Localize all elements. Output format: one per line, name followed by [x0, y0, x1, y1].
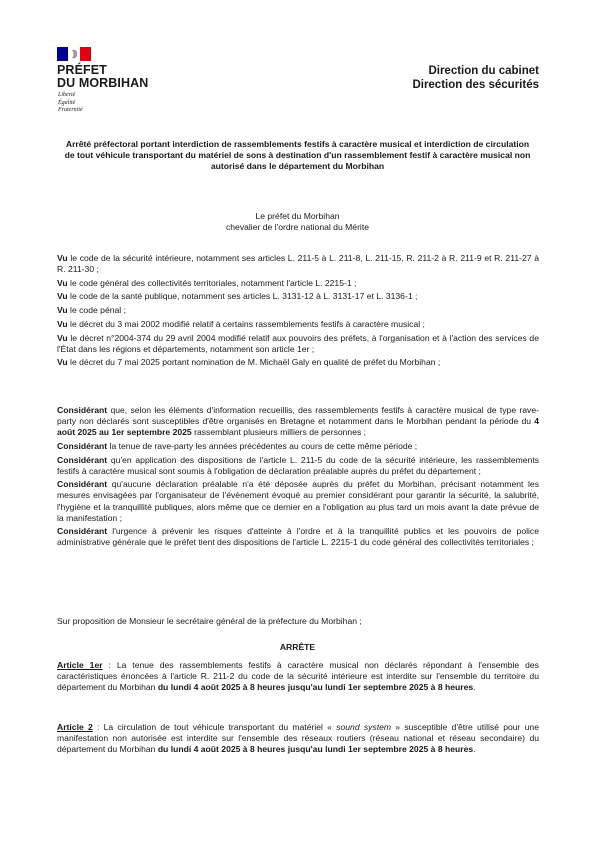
signatory-line1: Le préfet du Morbihan	[255, 211, 340, 221]
considerant-clauses	[57, 405, 539, 551]
direction-line1: Direction du cabinet	[428, 65, 539, 77]
marianne-flag-logo	[57, 47, 91, 61]
issuing-direction	[412, 64, 539, 92]
vu-clause: Vu le code de la santé publique, notamment ses articles L. 3131-12 à L. 3131-17 et L. 3136-1 ;	[57, 291, 418, 302]
motto-fraternite: Fraternité	[58, 107, 83, 113]
motto-egalite: Égalité	[58, 99, 76, 106]
arrete-heading: ARRÊTE	[279, 642, 316, 652]
prefecture-name-line2: DU MORBIHAN	[57, 76, 149, 90]
article-1-label: Article 1er	[57, 660, 103, 670]
article-2: Article 2 : La circulation de tout véhicule transportant du matériel « sound system » susceptible d'être utilisé pour une manifestation non autorisée est interdite sur l'ensemble des réseaux routiers (réseau national et réseau secondaire) du département du Morbihan du lundi 4 août 2025 à 8 heures jusqu'au lundi 1er septembre 2025 à 8 heures.	[57, 722, 539, 755]
vu-clause: Vu le code de la sécurité intérieure, notamment ses articles L. 211-5 à L. 211-8, L. 211-15, R. 211-2 à R. 211-9 et R. 211-27 à R. 211-30 ;	[57, 253, 539, 275]
considerant-clause: Considérant l'urgence à prévenir les risques d'atteinte à l'ordre et à la tranquillité publics et les pouvoirs de police administrative générale que le préfet tient des dispositions de l'article L. 2215-1 du code général des collectivités territoriales ;	[57, 526, 539, 548]
considerant-clause: Considérant que, selon les éléments d'information recueillis, des rassemblements festifs à caractère musical de type rave-party non déclarés sont susceptibles d'être organisés en Bretagne et notamment dans le Morbihan pendant la période du 4 août 2025 au 1er septembre 2025 rassemblant plusieurs milliers de personnes ;	[57, 405, 539, 438]
considerant-clause: Considérant qu'en application des dispositions de l'article L. 211-5 du code de la sécurité intérieure, les rassemblements festifs à caractère musical sont soumis à l'obligation de déclaration préalable auprès du préfet du département ;	[57, 454, 539, 476]
proposition-line: Sur proposition de Monsieur le secrétaire général de la préfecture du Morbihan ;	[57, 616, 362, 626]
considerant-clause: Considérant qu'aucune déclaration préalable n'a été déposée auprès du préfet du Morbihan, précisant notamment les mesures envisagées par l'organisateur de l'évènement évoqué au premier considérant pour garantir la sécurité, la salubrité, l'hygiène et la tranquillité publiques, alors même que ce dernier en a l'obligation au plus tard un mois avant la date prévue de la manifestation ;	[57, 479, 539, 523]
signatory-line2: chevalier de l'ordre national du Mérite	[225, 222, 370, 232]
republic-motto	[58, 92, 83, 115]
considerant-clause: Considérant la tenue de rave-party les années précédentes au cours de cette même période ;	[57, 440, 418, 451]
vu-clause: Vu le décret du 3 mai 2002 modifié relatif à certains rassemblements festifs à caractère musical ;	[57, 318, 425, 329]
motto-liberte: Liberté	[58, 92, 76, 98]
article-1: Article 1er : La tenue des rassemblements festifs à caractère musical non déclarés répondant à l'ensemble des caractéristiques énoncées à l'article R. 211-2 du code de la sécurité intérieure est interdite sur l'ensemble du territoire du département du Morbihan du lundi 4 août 2025 à 8 heures jusqu'au lundi 1er septembre 2025 à 8 heures.	[57, 660, 539, 693]
vu-clause: Vu le décret n°2004-374 du 29 avril 2004 modifié relatif aux pouvoirs des préfets, à l'organisation et à l'action des services de l'État dans les régions et départements, notamment son article 1er ;	[57, 332, 539, 354]
prefecture-name-line1: PRÉFET	[57, 63, 107, 77]
prefecture-name	[57, 64, 148, 90]
article-2-label: Article 2	[57, 722, 93, 732]
tricolor-flag-icon	[57, 47, 91, 61]
vu-clause: Vu le décret du 7 mai 2025 portant nomination de M. Michaël Galy en qualité de préfet du Morbihan ;	[57, 357, 441, 368]
document-title: Arrêté préfectoral portant interdiction de rassemblements festifs à caractère musical et interdiction de circulation de tout véhicule transportant du matériel de sons à destination d'un rassemblement festif à caractère musical non autorisé dans le département du Morbihan	[64, 139, 531, 172]
vu-clause: Vu le code pénal ;	[57, 305, 126, 316]
signatory-block	[60, 211, 535, 233]
vu-clauses	[57, 253, 539, 371]
vu-clause: Vu le code général des collectivités territoriales, notamment l'article L. 2215-1 ;	[57, 277, 357, 288]
direction-line2: Direction des sécurités	[412, 79, 539, 91]
